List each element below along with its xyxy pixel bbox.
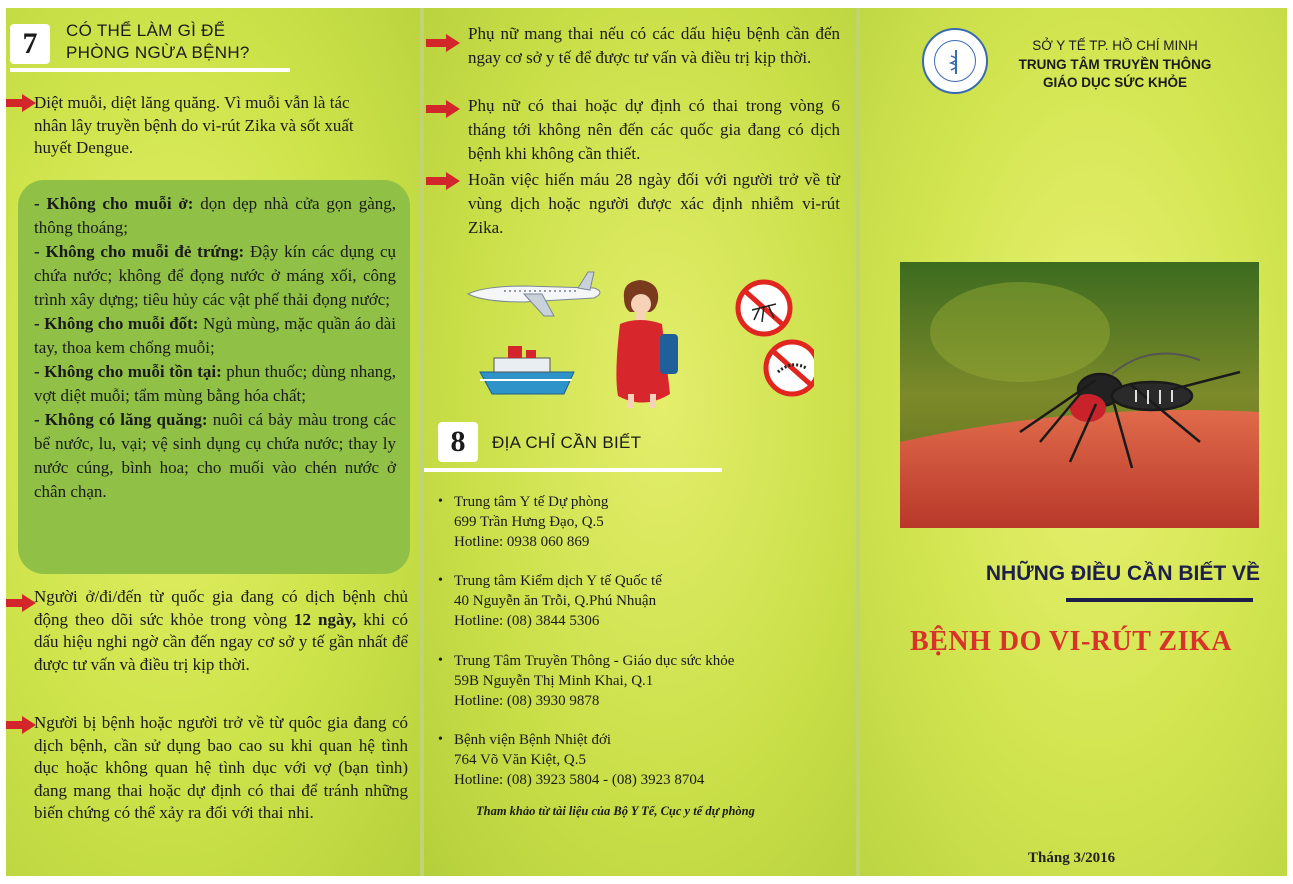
section-8-title: ĐỊA CHỈ CẦN BIẾT [492, 433, 642, 452]
cover-subtitle: NHỮNG ĐIỀU CẦN BIẾT VỀ [985, 562, 1260, 585]
mosquito-photo [900, 262, 1259, 528]
measure-label: - Không cho muỗi đốt: [34, 314, 199, 333]
advice-item-3: Hoãn việc hiến máu 28 ngày đối với người trở về từ vùng dịch hoặc người được xác định nhiễm vi-rút Zika. [468, 170, 840, 237]
address-entry [438, 651, 834, 711]
publish-date: Tháng 3/2016 [1028, 850, 1116, 866]
travel-days: 12 ngày, [294, 609, 357, 629]
no-larva-sign-icon [766, 342, 814, 394]
address-entry [438, 730, 834, 790]
address-hotline: Hotline: (08) 3844 5306 [454, 613, 600, 629]
panel-advice [424, 8, 856, 876]
section-7-title-line1: CÓ THỂ LÀM GÌ ĐỂ [66, 21, 226, 40]
advice-item-1: Phụ nữ mang thai nếu có các dấu hiệu bệnh cần đến ngay cơ sở y tế để được tư vấn và điều trị kịp thời. [468, 24, 840, 67]
address-hotline: Hotline: (08) 3923 5804 - (08) 3923 8704 [454, 772, 705, 788]
mosquito-image [900, 262, 1259, 528]
red-arrow-icon [424, 32, 462, 54]
section-7-number: 7 [10, 24, 50, 64]
measure-label: - Không cho muỗi ở: [34, 194, 194, 213]
panel-cover [860, 8, 1287, 876]
reference-note: Tham khảo từ tài liệu của Bộ Y Tế, Cục y tế dự phòng [476, 804, 755, 818]
intro-line-1: Diệt muỗi, diệt lăng quăng. Vì muỗi vẫn là tác [34, 93, 350, 112]
intro-line-3: huyết Dengue. [34, 138, 134, 157]
section-7-title-line2: PHÒNG NGỪA BỆNH? [66, 43, 250, 62]
measure-text: phun thuốc; dùng nhang, vợt diệt muỗi; tẩm mùng bằng hóa chất; [34, 362, 396, 405]
org-department: SỞ Y TẾ TP. HỒ CHÍ MINH [1032, 38, 1198, 53]
ship-icon [480, 346, 574, 394]
airplane-icon [468, 272, 600, 316]
address-entry [438, 571, 834, 631]
travel-text-end: khi có dấu hiệu nghi ngờ cần đến ngay cơ sở y tế gần nhất để được tư vấn và điều trị kịp thời. [34, 609, 408, 674]
intro-line-2: nhân lây truyền bệnh do vi-rút Zika và sốt xuất [34, 115, 354, 135]
address-street: 699 Trần Hưng Đạo, Q.5 [454, 514, 604, 530]
address-street: 764 Võ Văn Kiệt, Q.5 [454, 752, 586, 768]
advice-item-2: Phụ nữ có thai hoặc dự định có thai trong vòng 6 tháng tới không nên đến các quốc gia đang có dịch bệnh khi không cần thiết. [468, 96, 840, 163]
organization-logo [922, 28, 988, 94]
measure-label: - Không có lăng quăng: [34, 410, 208, 429]
measures-box [18, 180, 410, 574]
measure-item [34, 312, 396, 360]
intro-paragraph [34, 92, 408, 160]
org-center-line2: GIÁO DỤC SỨC KHỎE [1043, 75, 1187, 90]
measure-item [34, 192, 396, 240]
measure-item [34, 360, 396, 408]
pregnant-woman-icon [616, 280, 678, 408]
address-hotline: Hotline: (08) 3930 9878 [454, 693, 600, 709]
address-entry [438, 492, 834, 552]
cover-rule [1066, 598, 1253, 602]
measure-text: dọn dẹp nhà cửa gọn gàng, thông thoáng; [34, 194, 396, 237]
address-name: Trung Tâm Truyền Thông - Giáo dục sức khỏe [454, 653, 735, 669]
bullet-icon: • [438, 732, 443, 747]
travel-text: Người ở/đi/đến từ quốc gia đang có dịch bệnh chủ động theo dõi sức khỏe trong vòng [34, 587, 408, 629]
measure-text: nuôi cá bảy màu trong các bể nước, lu, vại; vệ sinh dụng cụ chứa nước; thay ly nước cúng, bình hoa; cho muối vào chén nước ở chân chạn. [34, 410, 396, 501]
address-hotline: Hotline: 0938 060 869 [454, 534, 590, 550]
illustration-group [464, 264, 814, 414]
condom-paragraph: Người bị bệnh hoặc người trở về từ quôc gia đang có dịch bệnh, cần sử dụng bao cao su khi quan hệ tình dục hoặc không quan hệ tình dục với vợ (bạn tình) đang mang thai hoặc dự định có thai để tránh những biến chứng có thể xảy ra đối với thai nhi. [34, 713, 408, 822]
measure-label: - Không cho muỗi tồn tại: [34, 362, 222, 381]
section-8-rule [424, 468, 722, 472]
address-name: Trung tâm Kiểm dịch Y tế Quốc tế [454, 573, 662, 589]
red-arrow-icon [424, 170, 462, 192]
caduceus-icon [948, 48, 964, 76]
measure-text: Ngủ mùng, mặc quần áo dài tay, thoa kem chống muỗi; [34, 314, 396, 357]
bullet-icon: • [438, 653, 443, 668]
measure-item [34, 408, 396, 504]
measure-label: - Không cho muỗi đẻ trứng: [34, 242, 245, 261]
bullet-icon: • [438, 573, 443, 588]
cover-title: BỆNH DO VI-RÚT ZIKA [910, 626, 1232, 657]
panel-prevention [6, 8, 420, 876]
red-arrow-icon [424, 98, 462, 120]
section-7-title [66, 20, 250, 64]
address-name: Bệnh viện Bệnh Nhiệt đới [454, 732, 612, 748]
bullet-icon: • [438, 494, 443, 509]
section-7-rule [10, 68, 290, 72]
address-street: 40 Nguyễn ăn Trỗi, Q.Phú Nhuận [454, 593, 657, 609]
measure-item [34, 240, 396, 312]
no-mosquito-sign-icon [738, 282, 790, 334]
org-center [1000, 56, 1230, 92]
travel-paragraph [34, 586, 408, 676]
org-center-line1: TRUNG TÂM TRUYỀN THÔNG [1018, 57, 1212, 72]
address-name: Trung tâm Y tế Dự phòng [454, 494, 609, 510]
section-8-number: 8 [438, 422, 478, 462]
measure-text: Đậy kín các dụng cụ chứa nước; không để đọng nước ở máng xối, công trình xây dựng; tiêu hủy các vật phế thải đọng nước; [34, 242, 397, 309]
address-street: 59B Nguyễn Thị Minh Khai, Q.1 [454, 673, 654, 689]
